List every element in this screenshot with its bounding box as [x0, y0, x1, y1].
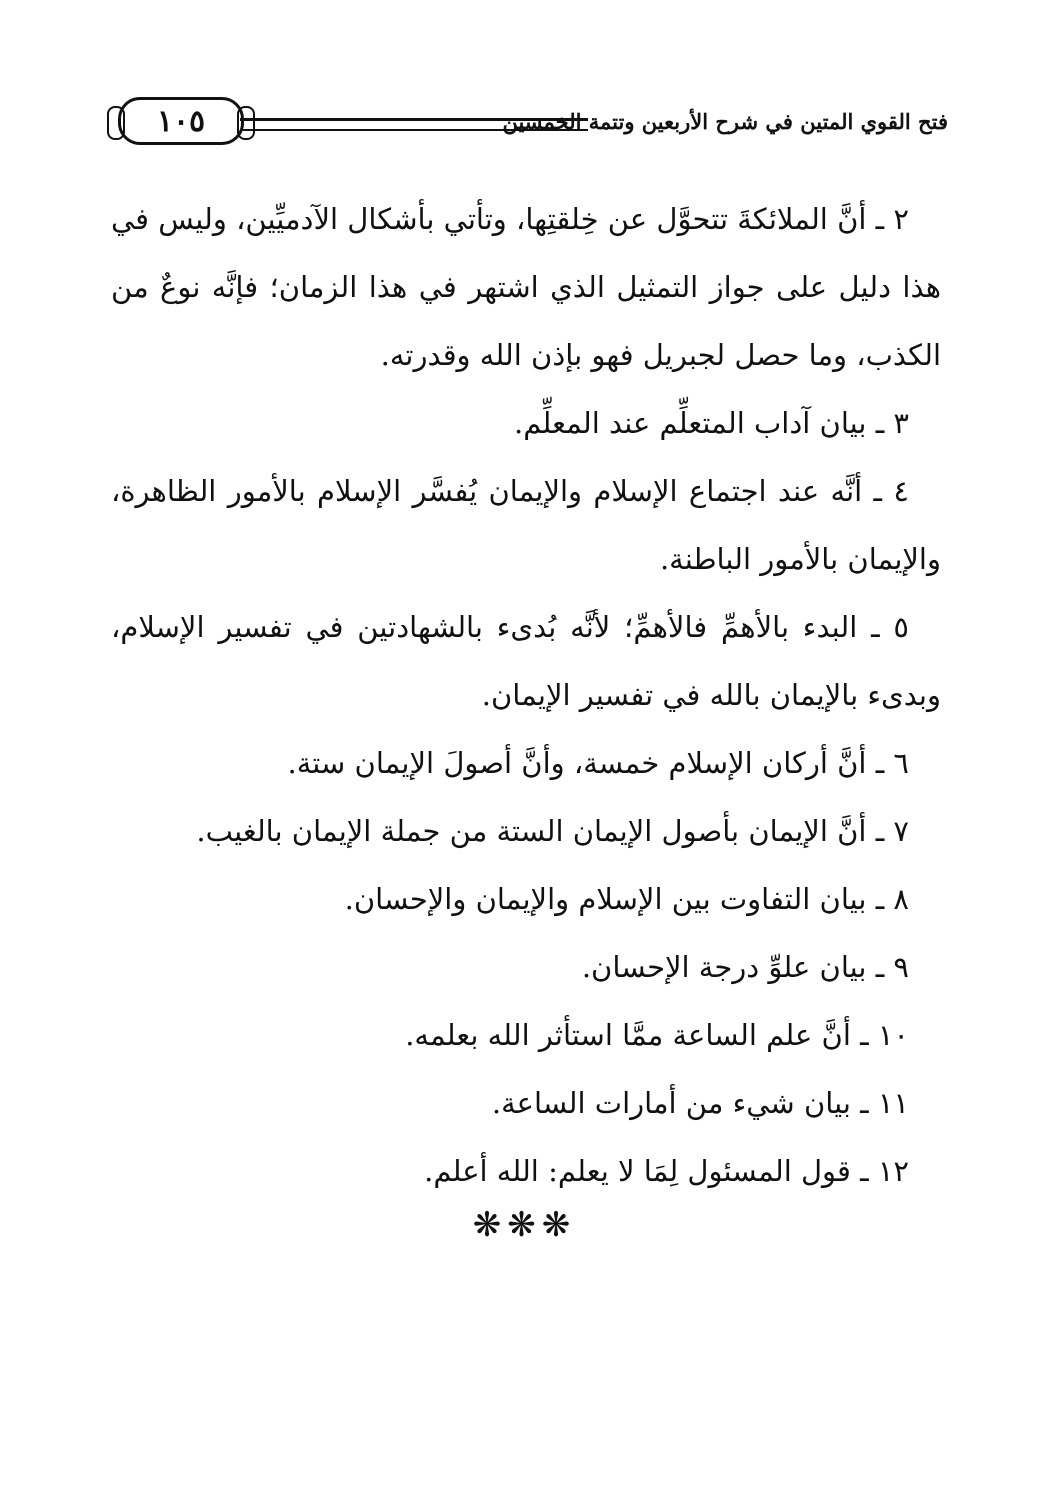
paragraph-10: ١٠ ـ أنَّ علم الساعة ممَّا استأثر الله بعلمه.	[405, 1018, 909, 1052]
paragraph-2: ٢ ـ أنَّ الملائكةَ تتحوَّل عن خِلقتِها، وتأتي بأشكال الآدميِّين، وليس في هذا دليل على جواز التمثيل الذي اشتهر في هذا الزمان؛ فإنَّه نوعٌ من الكذب، وما حصل لجبريل فهو بإذن الله وقدرته.	[111, 202, 941, 372]
paragraph-9: ٩ ـ بيان علوِّ درجة الإحسان.	[581, 950, 909, 984]
paragraph-3: ٣ ـ بيان آداب المتعلِّم عند المعلِّم.	[513, 406, 909, 440]
paragraph-8: ٨ ـ بيان التفاوت بين الإسلام والإيمان والإحسان.	[344, 882, 909, 916]
paragraph-5: ٥ ـ البدء بالأهمِّ فالأهمِّ؛ لأنَّه بُدىء بالشهادتين في تفسير الإسلام، وبدىء بالإيمان بالله في تفسير الإيمان.	[111, 610, 941, 712]
paragraph-12: ١٢ ـ قول المسئول لِمَا لا يعلم: الله أعلم.	[424, 1154, 909, 1188]
page-number-frame	[118, 97, 244, 145]
header-rule	[240, 118, 588, 131]
page-number: ١٠٥	[156, 103, 206, 139]
paragraph-7: ٧ ـ أنَّ الإيمان بأصول الإيمان الستة من جملة الإيمان بالغيب.	[196, 814, 909, 848]
paragraph-4: ٤ ـ أنَّه عند اجتماع الإسلام والإيمان يُفسَّر الإسلام بالأمور الظاهرة، والإيمان بالأمور الباطنة.	[111, 474, 941, 576]
running-title: فتح القوي المتين في شرح الأربعين وتتمة الخمسين	[502, 109, 948, 134]
paragraph-6: ٦ ـ أنَّ أركان الإسلام خمسة، وأنَّ أصولَ الإيمان ستة.	[287, 746, 909, 780]
body-text	[111, 185, 941, 1205]
page-header	[118, 95, 948, 151]
section-separator: ❋❋❋	[472, 1205, 577, 1245]
paragraph-11: ١١ ـ بيان شيء من أمارات الساعة.	[491, 1086, 909, 1120]
